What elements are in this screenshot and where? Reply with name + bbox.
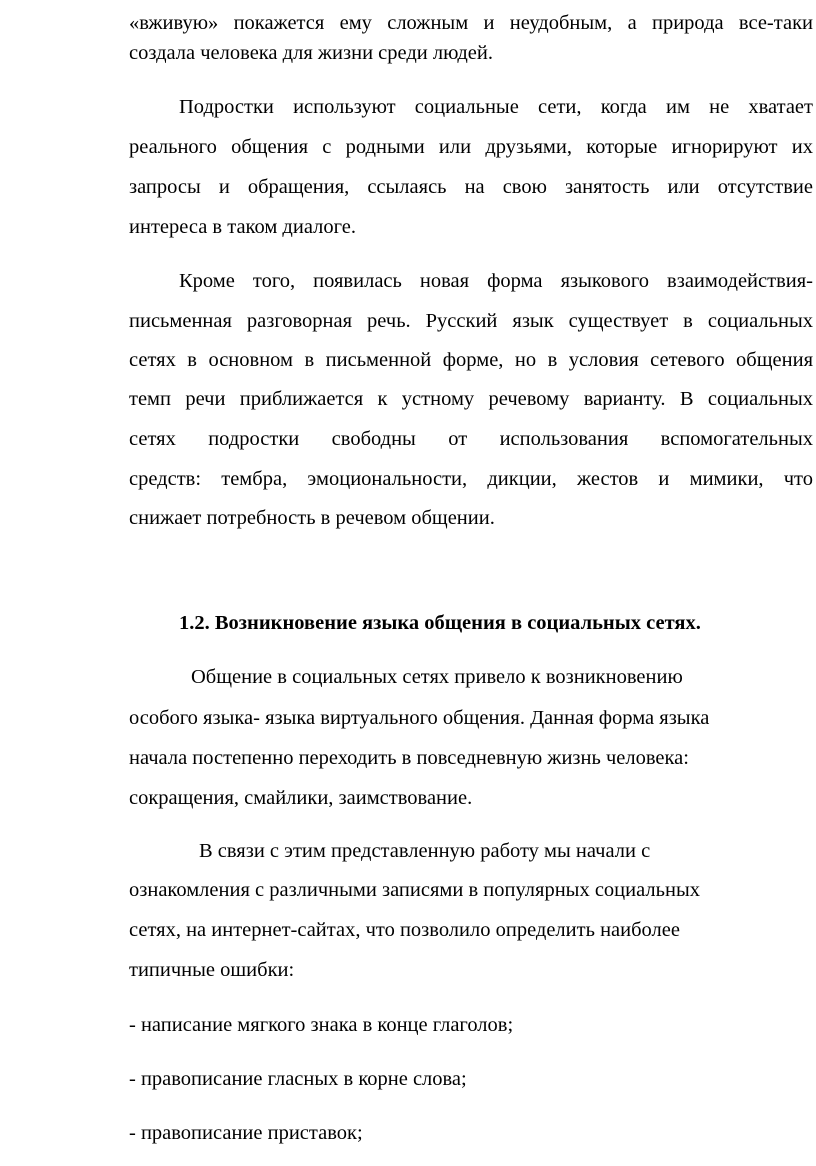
paragraph-3-line-2: письменная разговорная речь. Русский язык существует в социальных bbox=[129, 310, 813, 332]
paragraph-2-line-1: Подростки используют социальные сети, когда им не хватает bbox=[179, 96, 813, 118]
paragraph-3-line-1: Кроме того, появилась новая форма языкового взаимодействия- bbox=[179, 270, 813, 292]
paragraph-2-line-3: запросы и обращения, ссылаясь на свою занятость или отсутствие bbox=[129, 176, 813, 198]
list-item: - правописание приставок; bbox=[129, 1122, 363, 1144]
paragraph-2-line-2: реального общения с родными или друзьями, которые игнорируют их bbox=[129, 136, 813, 158]
paragraph-5-line-3: сетях, на интернет-сайтах, что позволило определить наиболее bbox=[129, 919, 680, 941]
paragraph-1-line-1: «вживую» покажется ему сложным и неудобным, а природа все-таки bbox=[129, 12, 813, 34]
paragraph-2-line-4: интереса в таком диалоге. bbox=[129, 216, 356, 238]
paragraph-3-line-4: темп речи приближается к устному речевому варианту. В социальных bbox=[129, 388, 813, 410]
paragraph-4-line-3: начала постепенно переходить в повседневную жизнь человека: bbox=[129, 747, 689, 769]
paragraph-5-line-1: В связи с этим представленную работу мы начали с bbox=[199, 840, 651, 862]
list-item: - правописание гласных в корне слова; bbox=[129, 1068, 467, 1090]
paragraph-4-line-1: Общение в социальных сетях привело к возникновению bbox=[191, 666, 683, 688]
paragraph-5-line-4: типичные ошибки: bbox=[129, 959, 295, 981]
paragraph-3-line-5: сетях подростки свободны от использования вспомогательных bbox=[129, 428, 813, 450]
paragraph-4-line-2: особого языка- языка виртуального общения. Данная форма языка bbox=[129, 707, 710, 729]
paragraph-5-line-2: ознакомления с различными записями в популярных социальных bbox=[129, 879, 700, 901]
paragraph-3-line-6: средств: тембра, эмоциональности, дикции, жестов и мимики, что bbox=[129, 468, 813, 490]
section-heading: 1.2. Возникновение языка общения в социальных сетях. bbox=[179, 612, 701, 634]
paragraph-3-line-3: сетях в основном в письменной форме, но в условия сетевого общения bbox=[129, 349, 813, 371]
paragraph-3-line-7: снижает потребность в речевом общении. bbox=[129, 507, 495, 529]
paragraph-1-line-2: создала человека для жизни среди людей. bbox=[129, 42, 494, 64]
paragraph-4-line-4: сокращения, смайлики, заимствование. bbox=[129, 787, 473, 809]
list-item: - написание мягкого знака в конце глаголов; bbox=[129, 1014, 514, 1036]
